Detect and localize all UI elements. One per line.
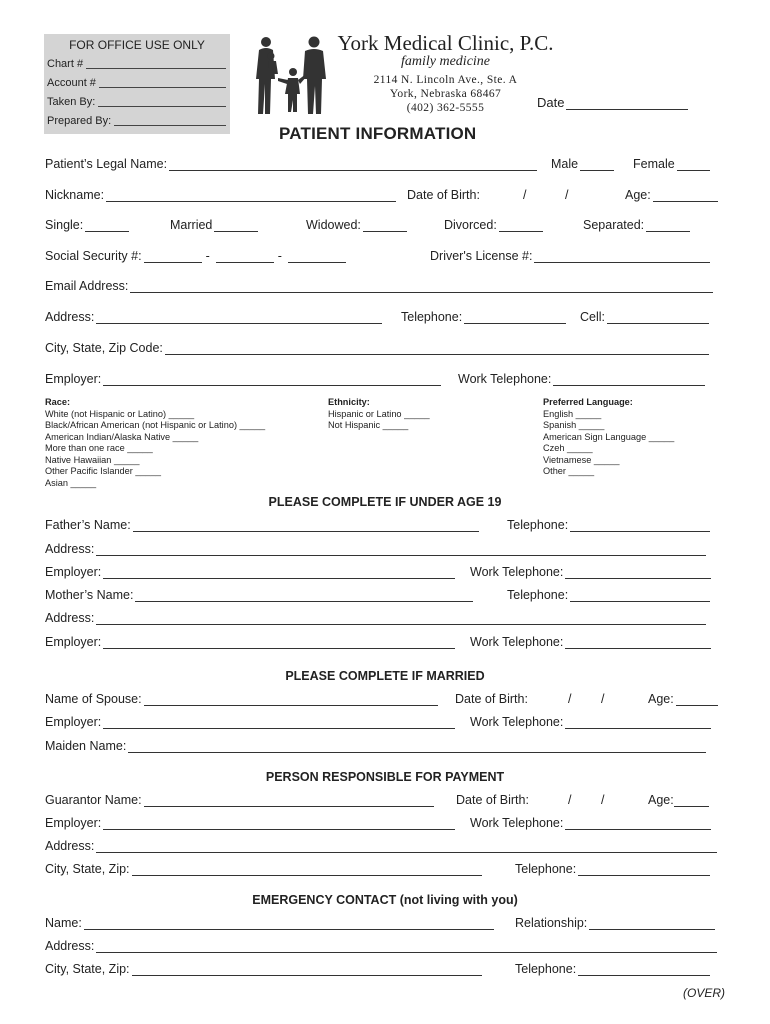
language-option[interactable]: Czeh _____: [543, 443, 593, 453]
guarantor-name-field[interactable]: Guarantor Name:: [45, 793, 434, 807]
married-field[interactable]: Married: [170, 218, 258, 232]
mother-telephone-field[interactable]: Telephone:: [507, 588, 710, 602]
ethnicity-heading: Ethnicity:: [328, 397, 370, 407]
male-field[interactable]: Male: [551, 157, 614, 171]
cell-field[interactable]: Cell:: [580, 310, 709, 324]
divorced-field[interactable]: Divorced:: [444, 218, 543, 232]
clinic-name: York Medical Clinic, P.C.: [337, 31, 554, 55]
clinic-subtitle: family medicine: [400, 54, 491, 69]
race-option[interactable]: Asian _____: [45, 477, 97, 488]
father-address-field[interactable]: Address:: [45, 542, 706, 556]
drivers-license-field[interactable]: Driver's License #:: [430, 249, 710, 263]
office-use-title: FOR OFFICE USE ONLY: [69, 38, 205, 52]
age-field[interactable]: Age:: [625, 188, 718, 202]
over-note: (OVER): [683, 986, 725, 1000]
ethnicity-option[interactable]: Hispanic or Latino _____: [328, 408, 430, 419]
language-option[interactable]: American Sign Language _____: [543, 431, 675, 442]
document-title: PATIENT INFORMATION: [279, 124, 477, 143]
guarantor-city-state-zip-field[interactable]: City, State, Zip:: [45, 862, 482, 876]
emergency-name-field[interactable]: Name:: [45, 916, 494, 930]
mother-work-telephone-field[interactable]: Work Telephone:: [470, 635, 711, 649]
guarantor-dob-slash-1: /: [568, 793, 572, 807]
mother-employer-field[interactable]: Employer:: [45, 635, 455, 649]
race-option[interactable]: Black/African American (not Hispanic or Latino) _____: [45, 420, 266, 430]
spouse-dob-slash-1: /: [568, 692, 572, 706]
race-block: [45, 397, 265, 489]
family-silhouette-logo: [248, 34, 332, 116]
emergency-city-state-zip-field[interactable]: City, State, Zip:: [45, 962, 482, 976]
address-field[interactable]: Address:: [45, 310, 382, 324]
guarantor-employer-field[interactable]: Employer:: [45, 816, 455, 830]
separated-field[interactable]: Separated:: [583, 218, 690, 232]
taken-by-field[interactable]: Taken By:: [44, 93, 230, 112]
guarantor-telephone-field[interactable]: Telephone:: [515, 862, 710, 876]
widowed-field[interactable]: Widowed:: [306, 218, 407, 232]
spouse-employer-field[interactable]: Employer:: [45, 715, 455, 729]
language-option[interactable]: Spanish _____: [543, 420, 605, 430]
legal-name-field[interactable]: Patient’s Legal Name:: [45, 157, 537, 171]
nickname-field[interactable]: Nickname:: [45, 188, 396, 202]
female-field[interactable]: Female: [633, 157, 710, 171]
guarantor-address-field[interactable]: Address:: [45, 839, 717, 853]
dob-slash-2: /: [565, 188, 569, 202]
section-payment: PERSON RESPONSIBLE FOR PAYMENT: [265, 770, 505, 784]
guarantor-work-telephone-field[interactable]: Work Telephone:: [470, 816, 711, 830]
language-option[interactable]: Vietnamese _____: [543, 454, 620, 465]
ethnicity-option[interactable]: Not Hispanic _____: [328, 420, 409, 430]
language-option[interactable]: Other _____: [543, 466, 595, 476]
date-field[interactable]: Date: [537, 95, 688, 110]
race-option[interactable]: Native Hawaiian _____: [45, 454, 140, 465]
section-under-19: PLEASE COMPLETE IF UNDER AGE 19: [268, 495, 502, 509]
email-field[interactable]: Email Address:: [45, 279, 713, 293]
guarantor-dob-field[interactable]: Date of Birth:: [456, 793, 529, 807]
dob-slash-1: /: [523, 188, 527, 202]
race-option[interactable]: American Indian/Alaska Native _____: [45, 431, 199, 442]
maiden-name-field[interactable]: Maiden Name:: [45, 739, 706, 753]
language-block: [543, 397, 674, 478]
guarantor-dob-slash-2: /: [601, 793, 605, 807]
telephone-field[interactable]: Telephone:: [401, 310, 566, 324]
ssn-field[interactable]: Social Security #: - -: [45, 249, 346, 263]
father-employer-field[interactable]: Employer:: [45, 565, 455, 579]
single-field[interactable]: Single:: [45, 218, 129, 232]
spouse-name-field[interactable]: Name of Spouse:: [45, 692, 438, 706]
city-state-zip-code-field[interactable]: City, State, Zip Code:: [45, 341, 709, 355]
dob-field[interactable]: Date of Birth:: [407, 188, 480, 202]
clinic-phone: (402) 362-5555: [406, 102, 485, 114]
work-telephone-field[interactable]: Work Telephone:: [458, 372, 705, 386]
father-telephone-field[interactable]: Telephone:: [507, 518, 710, 532]
spouse-work-telephone-field[interactable]: Work Telephone:: [470, 715, 711, 729]
prepared-by-field[interactable]: Prepared By:: [44, 112, 230, 131]
spouse-dob-field[interactable]: Date of Birth:: [455, 692, 528, 706]
race-option[interactable]: Other Pacific Islander _____: [45, 466, 161, 476]
spouse-dob-slash-2: /: [601, 692, 605, 706]
emergency-relationship-field[interactable]: Relationship:: [515, 916, 715, 930]
mothers-name-field[interactable]: Mother’s Name:: [45, 588, 473, 602]
guarantor-age-field[interactable]: Age:: [648, 793, 709, 807]
emergency-address-field[interactable]: Address:: [45, 939, 717, 953]
father-work-telephone-field[interactable]: Work Telephone:: [470, 565, 711, 579]
mother-address-field[interactable]: Address:: [45, 611, 706, 625]
section-married: PLEASE COMPLETE IF MARRIED: [285, 669, 485, 683]
clinic-street: 2114 N. Lincoln Ave., Ste. A: [373, 74, 518, 86]
office-use-box: [44, 34, 230, 134]
spouse-age-field[interactable]: Age:: [648, 692, 718, 706]
clinic-city: York, Nebraska 68467: [389, 88, 502, 100]
race-heading: Race:: [45, 397, 71, 407]
language-heading: Preferred Language:: [543, 397, 633, 407]
fathers-name-field[interactable]: Father’s Name:: [45, 518, 479, 532]
language-option[interactable]: English _____: [543, 408, 602, 419]
emergency-telephone-field[interactable]: Telephone:: [515, 962, 710, 976]
race-option[interactable]: More than one race _____: [45, 443, 153, 453]
ethnicity-block: [328, 397, 430, 432]
account-number-field[interactable]: Account #: [44, 74, 230, 93]
employer-field[interactable]: Employer:: [45, 372, 441, 386]
race-option[interactable]: White (not Hispanic or Latino) _____: [45, 408, 195, 419]
chart-number-field[interactable]: Chart #: [44, 55, 230, 74]
clinic-header: [333, 31, 558, 115]
section-emergency: EMERGENCY CONTACT (not living with you): [252, 893, 518, 907]
